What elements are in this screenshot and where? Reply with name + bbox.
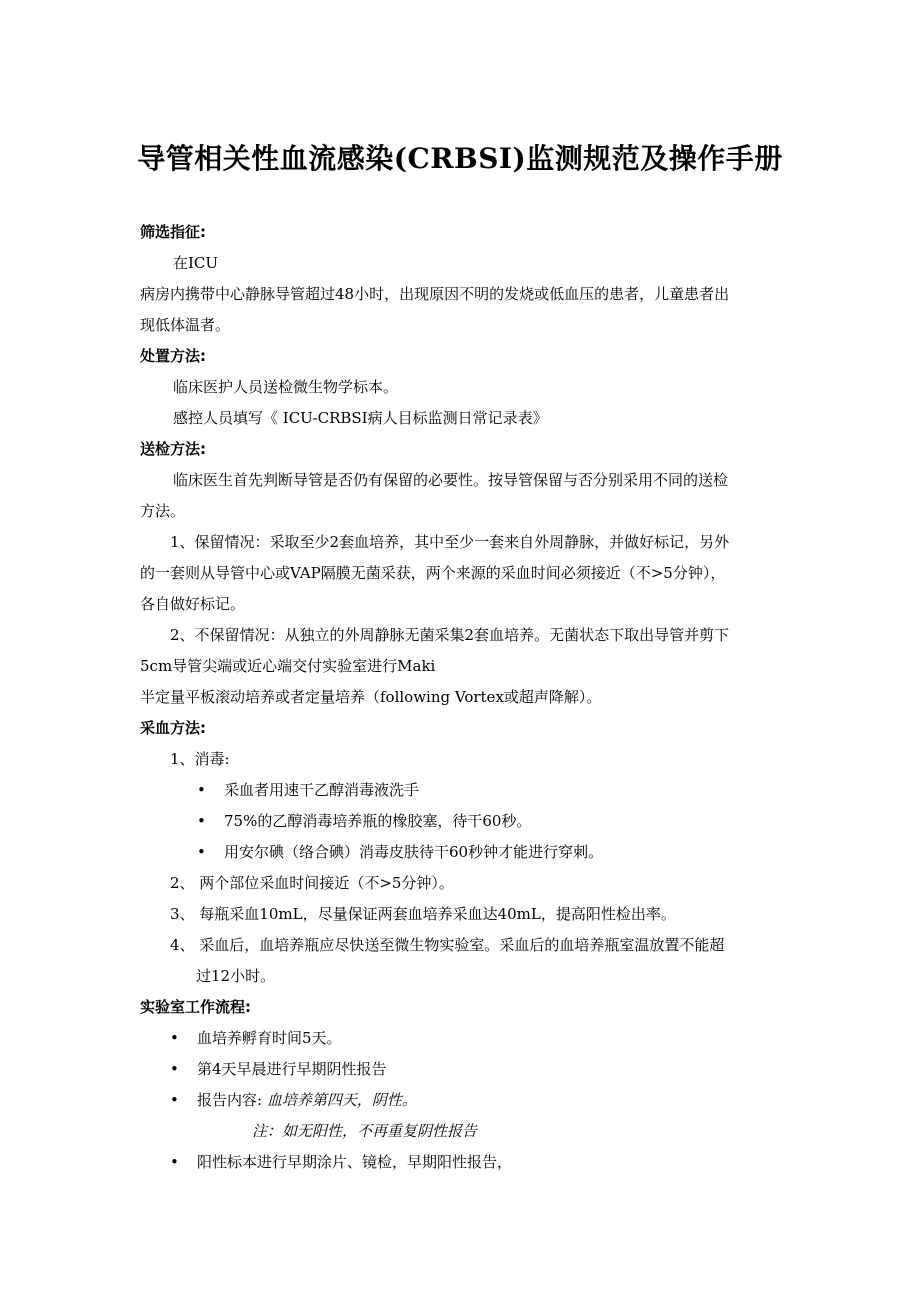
section-heading-lab: 实验室工作流程: (140, 998, 251, 1016)
paragraph-line: 1、保留情况：采取至少2套血培养，其中至少一套来自外周静脉，并做好标记，另外 (170, 533, 730, 551)
bullet-text: 用安尔碘（络合碘）消毒皮肤待干60秒钟才能进行穿刺。 (224, 843, 604, 861)
bullet-icon: • (170, 1029, 179, 1047)
bullet-item (140, 1054, 780, 1085)
bullet-icon: • (197, 843, 206, 861)
paragraph-line: 现低体温者。 (140, 316, 231, 334)
bullet-item (140, 1147, 780, 1178)
section-heading-submission: 送检方法: (140, 440, 206, 458)
bullet-icon: • (170, 1060, 179, 1078)
paragraph-line: 临床医生首先判断导管是否仍有保留的必要性。按导管保留与否分别采用不同的送检 (173, 471, 729, 489)
bullet-item (140, 1085, 780, 1116)
bullet-icon: • (197, 812, 206, 830)
bullet-text: 第4天早晨进行早期阴性报告 (197, 1060, 387, 1078)
paragraph-line: 5cm导管尖端或近心端交付实验室进行Maki (140, 657, 436, 675)
bullet-item (140, 806, 780, 837)
bullet-text: 阳性标本进行早期涂片、镜检，早期阳性报告， (197, 1153, 513, 1171)
bullet-icon: • (170, 1091, 179, 1109)
paragraph-line: 临床医护人员送检微生物学标本。 (173, 378, 399, 396)
bullet-item (140, 1023, 780, 1054)
paragraph-line: 方法。 (140, 502, 186, 520)
section-heading-disposal: 处置方法: (140, 347, 206, 365)
bullet-icon: • (170, 1153, 179, 1171)
list-item-continuation: 过12小时。 (196, 967, 276, 985)
list-item: 4、 采血后，血培养瓶应尽快送至微生物实验室。采血后的血培养瓶室温放置不能超 (170, 936, 725, 954)
document-body (140, 217, 780, 1178)
paragraph-line: 2、不保留情况：从独立的外周静脉无菌采集2套血培养。无菌状态下取出导管并剪下 (170, 626, 730, 644)
bullet-text: 75%的乙醇消毒培养瓶的橡胶塞，待干60秒。 (224, 812, 532, 830)
paragraph-line: 半定量平板滚动培养或者定量培养（following Vortex或超声降解）。 (140, 688, 602, 706)
list-item: 1、消毒: (170, 750, 230, 768)
bullet-item (140, 775, 780, 806)
paragraph-line: 病房内携带中心静脉导管超过48小时，出现原因不明的发烧或低血压的患者，儿童患者出 (140, 285, 730, 303)
bullet-text: 血培养孵育时间5天。 (197, 1029, 342, 1047)
note-text: 注：如无阳性，不再重复阴性报告 (252, 1122, 478, 1140)
bullet-text: 采血者用速干乙醇消毒液洗手 (224, 781, 420, 799)
bullet-item (140, 837, 780, 868)
list-item: 2、 两个部位采血时间接近（不>5分钟）。 (170, 874, 454, 892)
paragraph-line: 各自做好标记。 (140, 595, 246, 613)
bullet-icon: • (197, 781, 206, 799)
section-heading-sampling: 采血方法: (140, 719, 206, 737)
bullet-emphasis: 血培养第四天，阴性。 (266, 1091, 417, 1109)
paragraph-line: 感控人员填写《 ICU-CRBSI病人目标监测日常记录表》 (173, 409, 548, 427)
paragraph-line: 的一套则从导管中心或VAP隔膜无菌采获，两个来源的采血时间必须接近（不>5分钟）， (140, 564, 726, 582)
section-heading-screening: 筛选指征: (140, 223, 206, 241)
list-item: 3、 每瓶采血10mL，尽量保证两套血培养采血达40mL，提高阳性检出率。 (170, 905, 676, 923)
bullet-label: 报告内容: (197, 1091, 263, 1109)
paragraph-line: 在ICU (173, 254, 219, 272)
document-title: 导管相关性血流感染(CRBSI)监测规范及操作手册 (137, 142, 783, 175)
